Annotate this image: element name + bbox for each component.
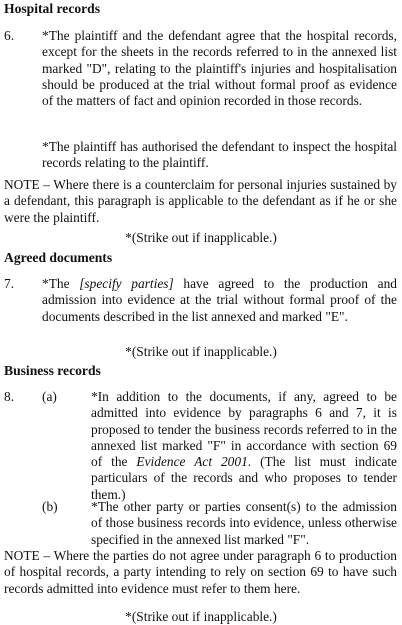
note-counterclaim: NOTE – Where there is a counterclaim for personal injuries sustained by a defendant, this paragraph is applicable to the defendant as if he or she were the plaintiff. [4, 177, 397, 225]
paragraph-6-text: *The plaintiff and the defendant agree that the hospital records, except for the sheets in the records referred to in the annexed list marked "D", relating to the plaintiff's injuries and hospitalisation should be produced at the trial without formal proof as evidence of the matters of fact and opinion recorded in those records. [42, 28, 397, 109]
strike-out-note-7: *(Strike out if inapplicable.) [125, 344, 277, 359]
paragraph-number-8: 8. [4, 389, 15, 404]
paragraph-6-authorisation: *The plaintiff has authorised the defendant to inspect the hospital records relating to the plaintiff. [42, 139, 397, 171]
paragraph-number-7: 7. [4, 276, 15, 291]
heading-hospital-records: Hospital records [4, 1, 101, 16]
evidence-act-title: Evidence Act 2001 [136, 454, 248, 470]
heading-business-records: Business records [4, 363, 101, 378]
strike-out-note-8: *(Strike out if inapplicable.) [125, 609, 277, 624]
subparagraph-b-text: *The other party or parties consent(s) to the admission of those business records into evidence, unless otherwise specified in the annexed list marked "F". [91, 499, 397, 547]
subparagraph-label-a: (a) [42, 389, 57, 404]
subparagraph-a-text: *In addition to the documents, if any, agreed to be admitted into evidence by paragraphs 6 and 7, it is proposed to tender the business records referred to in the annexed list marked "F" in accordance with section 69 of the Evidence Act 2001. (The list must indicate particulars of the records and who proposes to tender them.) [91, 389, 397, 502]
paragraph-number-6: 6. [4, 28, 15, 43]
specify-parties-placeholder: [specify parties] [79, 276, 174, 291]
note-business-records: NOTE – Where the parties do not agree under paragraph 6 to production of hospital records, a party intending to rely on section 69 to have such records admitted into evidence must refer to them here. [4, 548, 397, 596]
heading-agreed-documents: Agreed documents [4, 250, 113, 265]
subparagraph-label-b: (b) [42, 499, 58, 514]
paragraph-7-text: *The [specify parties] have agreed to the production and admission into evidence at the trial without formal proof of the documents described in the list annexed and marked "E". [42, 276, 397, 324]
strike-out-note-6: *(Strike out if inapplicable.) [125, 230, 277, 245]
